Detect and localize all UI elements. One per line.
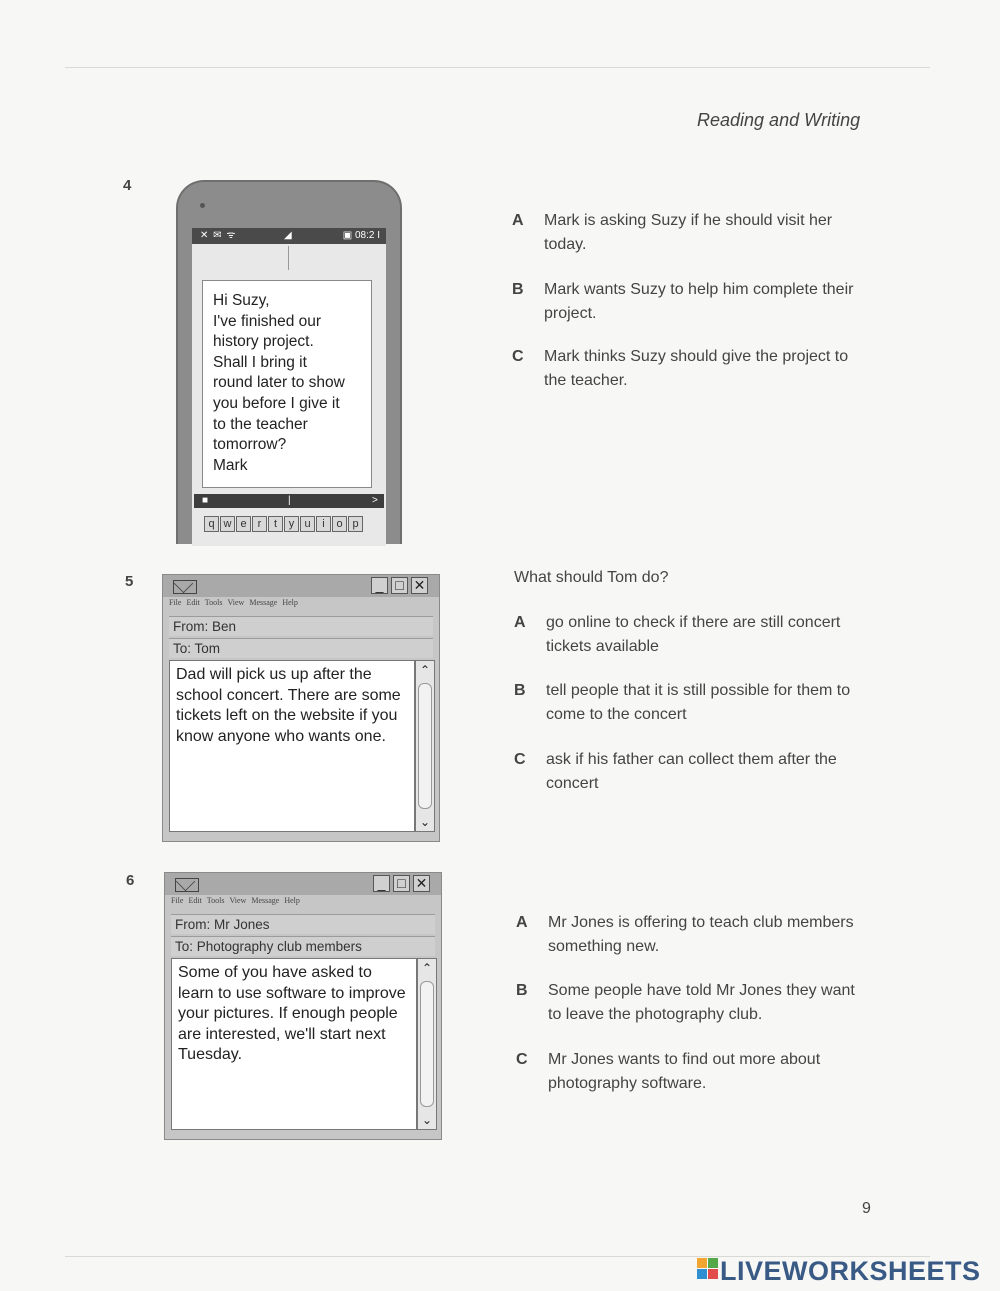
envelope-icon xyxy=(175,878,199,892)
scroll-up-icon[interactable]: ⌃ xyxy=(421,961,433,975)
key[interactable]: u xyxy=(300,516,315,532)
envelope-icon xyxy=(173,580,197,594)
key[interactable]: w xyxy=(220,516,235,532)
phone-screen xyxy=(192,228,386,546)
maximize-icon[interactable]: □ xyxy=(393,875,410,892)
camera-button-icon[interactable]: ■ xyxy=(202,495,209,506)
option-letter: A xyxy=(512,212,524,229)
option-letter: B xyxy=(512,281,524,298)
menu-item-view[interactable]: View xyxy=(227,598,245,607)
liveworksheets-brand[interactable]: LIVEWORKSHEETS xyxy=(720,1256,981,1286)
window-title-bar xyxy=(165,873,441,895)
option-text: Mr Jones is offering to teach club members something new. xyxy=(548,914,854,955)
minimize-icon[interactable]: _ xyxy=(373,875,390,892)
key[interactable]: q xyxy=(204,516,219,532)
email-body: Some of you have asked to learn to use software to improve your pictures. If enough people are interested, we'll start next Tuesday. xyxy=(171,958,417,1130)
camera-icon xyxy=(200,203,205,208)
option-letter: A xyxy=(514,614,526,631)
key[interactable]: r xyxy=(252,516,267,532)
scroll-up-icon[interactable]: ⌃ xyxy=(419,663,431,677)
text-message: Hi Suzy, I've finished our history project. Shall I bring it round later to show you before I give it to the teacher tomorrow? Mark xyxy=(202,280,372,488)
option-text: tell people that it is still possible for them to come to the concert xyxy=(546,682,851,723)
menu-bar xyxy=(169,598,303,607)
key[interactable]: p xyxy=(348,516,363,532)
option-text: Mark thinks Suzy should give the project to the teacher. xyxy=(544,348,849,389)
top-rule xyxy=(65,67,930,68)
option-text: Some people have told Mr Jones they want to leave the photography club. xyxy=(548,982,855,1023)
question-prompt-5: What should Tom do? xyxy=(514,569,669,586)
key[interactable]: e xyxy=(236,516,251,532)
to-field: To: Photography club members xyxy=(171,936,435,956)
option-letter: B xyxy=(516,982,528,999)
option-text: ask if his father can collect them after the concert xyxy=(546,751,837,792)
option-text: Mark is asking Suzy if he should visit her today. xyxy=(544,212,833,253)
close-icon[interactable]: ✕ xyxy=(413,875,430,892)
question-number-6: 6 xyxy=(126,872,135,889)
menu-item-view[interactable]: View xyxy=(229,896,247,905)
key[interactable]: y xyxy=(284,516,299,532)
status-icons: ✕ ✉ ᯤ xyxy=(200,230,237,241)
liveworksheets-logo-icon xyxy=(697,1258,719,1280)
scroll-down-icon[interactable]: ⌄ xyxy=(421,1113,433,1127)
option-letter: B xyxy=(514,682,526,699)
option-text: Mr Jones wants to find out more about photography software. xyxy=(548,1051,821,1092)
phone-toolbar xyxy=(194,494,384,508)
page-number: 9 xyxy=(862,1200,871,1217)
to-field: To: Tom xyxy=(169,638,433,658)
from-field: From: Ben xyxy=(169,616,433,636)
question-number-4: 4 xyxy=(123,177,132,194)
cursor-divider: | xyxy=(288,495,291,506)
scrollbar[interactable] xyxy=(415,660,435,832)
minimize-icon[interactable]: _ xyxy=(371,577,388,594)
key[interactable]: o xyxy=(332,516,347,532)
option-text: Mark wants Suzy to help him complete their project. xyxy=(544,281,854,322)
close-icon[interactable]: ✕ xyxy=(411,577,428,594)
phone-time: ▣ 08:2 I xyxy=(342,230,380,241)
key[interactable]: i xyxy=(316,516,331,532)
menu-item-tools[interactable]: Tools xyxy=(206,896,225,905)
text-cursor xyxy=(288,246,289,270)
menu-item-edit[interactable]: Edit xyxy=(188,896,202,905)
option-letter: C xyxy=(516,1051,528,1068)
scrollbar[interactable] xyxy=(417,958,437,1130)
scroll-thumb[interactable] xyxy=(418,683,432,809)
question-number-5: 5 xyxy=(125,573,134,590)
window-title-bar xyxy=(163,575,439,597)
email-window-6 xyxy=(164,872,442,1140)
menu-item-message[interactable]: Message xyxy=(251,896,280,905)
option-letter: A xyxy=(516,914,528,931)
option-letter: C xyxy=(514,751,526,768)
phone-status-bar xyxy=(192,228,386,244)
send-chevron-icon[interactable]: > xyxy=(372,495,378,506)
menu-item-help[interactable]: Help xyxy=(282,598,298,607)
keyboard-row xyxy=(204,514,364,532)
menu-item-file[interactable]: File xyxy=(169,598,182,607)
scroll-down-icon[interactable]: ⌄ xyxy=(419,815,431,829)
maximize-icon[interactable]: □ xyxy=(391,577,408,594)
email-body: Dad will pick us up after the school concert. There are some tickets left on the website if you know anyone who wants one. xyxy=(169,660,415,832)
menu-item-message[interactable]: Message xyxy=(249,598,278,607)
option-text: go online to check if there are still concert tickets available xyxy=(546,614,841,655)
menu-item-help[interactable]: Help xyxy=(284,896,300,905)
menu-item-edit[interactable]: Edit xyxy=(186,598,200,607)
menu-item-tools[interactable]: Tools xyxy=(204,598,223,607)
from-field: From: Mr Jones xyxy=(171,914,435,934)
signal-icon: ◢ xyxy=(284,230,292,241)
scroll-thumb[interactable] xyxy=(420,981,434,1107)
option-letter: C xyxy=(512,348,524,365)
section-title: Reading and Writing xyxy=(697,110,861,130)
email-window-5 xyxy=(162,574,440,842)
menu-bar xyxy=(171,896,305,905)
phone-illustration xyxy=(176,180,402,544)
key[interactable]: t xyxy=(268,516,283,532)
menu-item-file[interactable]: File xyxy=(171,896,184,905)
